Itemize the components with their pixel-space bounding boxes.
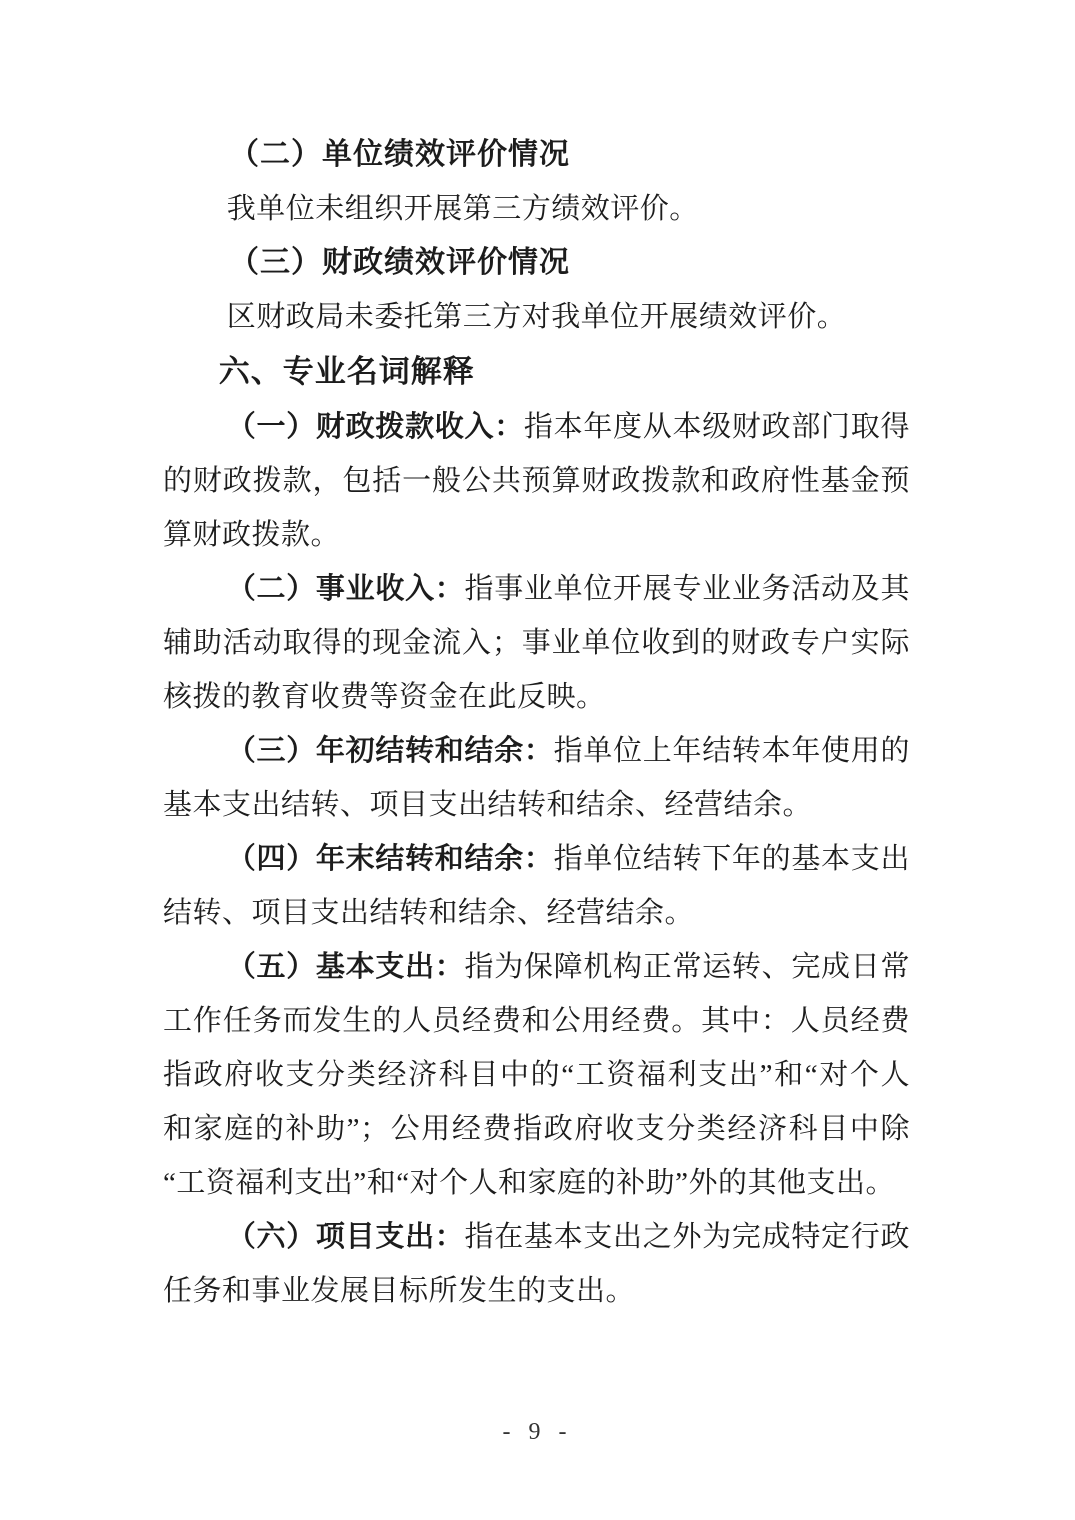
- term-text: 指单位上年结转本年使用的基本支出结转、项目支出结转和结余、经营结余。: [163, 735, 910, 821]
- term-text: 指本年度从本级财政部门取得的财政拨款，包括一般公共预算财政拨款和政府性基金预算财政拨款。: [163, 411, 910, 551]
- term-text: 指在基本支出之外为完成特定行政任务和事业发展目标所发生的支出。: [163, 1221, 910, 1307]
- page-number: - 9 -: [502, 1419, 573, 1445]
- term-name: （四）年末结转和结余：: [226, 843, 554, 875]
- term-name: （三）年初结转和结余：: [226, 735, 554, 767]
- term-name: （五）基本支出：: [226, 951, 465, 983]
- paragraph: 区财政局未委托第三方对我单位开展绩效评价。: [226, 301, 847, 333]
- term-name: （二）事业收入：: [226, 573, 465, 605]
- document-sections: [163, 128, 910, 1318]
- term-text: 指为保障机构正常运转、完成日常工作任务而发生的人员经费和公用经费。其中：人员经费指政府收支分类经济科目中的“工资福利支出”和“对个人和家庭的补助”；公用经费指政府收支分类经济科目中除“工资福利支出”和“对个人和家庭的补助”外的其他支出。: [163, 951, 910, 1199]
- section-heading-major: 六、专业名词解释: [218, 354, 475, 389]
- term-definition: [163, 940, 910, 1210]
- paragraph: 我单位未组织开展第三方绩效评价。: [226, 193, 699, 225]
- section-heading: （二）单位绩效评价情况: [229, 138, 570, 171]
- term-definition: [163, 724, 910, 832]
- term-text: 指单位结转下年的基本支出结转、项目支出结转和结余、经营结余。: [163, 843, 910, 929]
- term-name: （六）项目支出：: [226, 1221, 465, 1253]
- term-text: 指事业单位开展专业业务活动及其辅助活动取得的现金流入；事业单位收到的财政专户实际核拨的教育收费等资金在此反映。: [163, 573, 910, 713]
- term-definition: [163, 400, 910, 562]
- term-definition: [163, 562, 910, 724]
- term-name: （一）财政拨款收入：: [226, 411, 524, 443]
- term-definition: [163, 832, 910, 940]
- section-heading: （三）财政绩效评价情况: [229, 246, 570, 279]
- term-definition: [163, 1210, 910, 1318]
